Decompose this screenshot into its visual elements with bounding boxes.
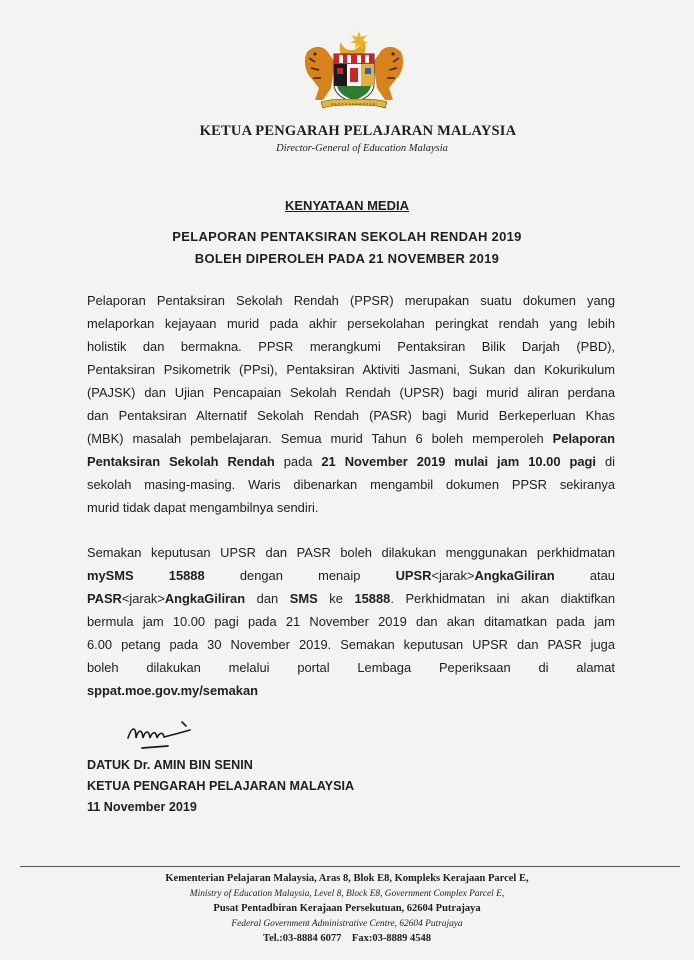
coat-of-arms-emblem xyxy=(301,28,407,110)
footer-contact: Tel.:03-8884 6077 Fax:03-8889 4548 xyxy=(263,933,431,944)
signatory-title: KETUA PENGARAH PELAJARAN MALAYSIA xyxy=(87,779,355,793)
paragraph-2-line: bermula jam 10.00 pagi pada 21 November 2019 dan akan ditamatkan pada jam xyxy=(87,614,615,629)
emphasis-text: SMS xyxy=(289,591,318,606)
paragraph-1-line: (PAJSK) dan Ujian Pencapaian Sekolah Rendah (UPSR) bagi murid aliran perdana xyxy=(87,385,615,400)
paragraph-1-line xyxy=(87,454,615,469)
emphasis-text: 21 November 2019 mulai jam 10.00 pagi xyxy=(321,454,596,469)
footer-centre-malay: Pusat Pentadbiran Kerajaan Persekutuan, 62604 Putrajaya xyxy=(213,903,481,914)
text-run: (MBK) masalah pembelajaran. Semua murid Tahun 6 boleh memperoleh xyxy=(87,431,553,446)
paragraph-2-line: 6.00 petang pada 30 November 2019. Semakan keputusan UPSR dan PASR juga xyxy=(87,637,615,652)
paragraph-1-line: Pentaksiran Psikometrik (PPsi), Pentaksiran Aktiviti Jasmani, Sukan dan Kokurikulum xyxy=(87,362,615,377)
emphasis-text: AngkaGiliran xyxy=(164,591,246,606)
signature-image xyxy=(124,716,196,752)
paragraph-1-line: murid tidak dapat mengambilnya sendiri. xyxy=(87,500,319,515)
text-run: <jarak> xyxy=(121,591,165,606)
paragraph-2-line: boleh dilakukan melalui portal Lembaga Peperiksaan di alamat xyxy=(87,660,615,675)
paragraph-1-line: melaporkan kejayaan murid pada akhir persekolahan peringkat rendah yang lebih xyxy=(87,316,615,331)
paragraph-1-line xyxy=(87,431,615,446)
emphasis-text: UPSR xyxy=(395,568,432,583)
emphasis-text: 15888 xyxy=(168,568,205,583)
statement-date: 11 November 2019 xyxy=(87,800,197,814)
headline-line-1: PELAPORAN PENTAKSIRAN SEKOLAH RENDAH 2019 xyxy=(172,229,522,244)
emphasis-text: PASR xyxy=(87,591,122,606)
footer-divider xyxy=(20,866,680,867)
text-run: ke xyxy=(317,591,355,606)
text-run: dengan xyxy=(239,568,283,583)
paragraph-2-line xyxy=(87,568,615,583)
emphasis-text: mySMS xyxy=(87,568,134,583)
emphasis-text: Pentaksiran Sekolah Rendah xyxy=(87,454,275,469)
text-run: menaip xyxy=(318,568,361,583)
paragraph-2-line xyxy=(87,591,615,606)
signatory-name: DATUK Dr. AMIN BIN SENIN xyxy=(87,758,253,772)
letterhead-title: KETUA PENGARAH PELAJARAN MALAYSIA xyxy=(199,123,517,139)
text-run: . Perkhidmatan ini akan diaktifkan xyxy=(390,591,616,606)
text-run: dan xyxy=(245,591,290,606)
text-run: atau xyxy=(589,568,615,583)
media-statement-label: KENYATAAN MEDIA xyxy=(285,198,409,213)
paragraph-1-line: dan Pentaksiran Alternatif Sekolah Rendah (PASR) bagi Murid Berkeperluan Khas xyxy=(87,408,615,423)
paragraph-2-line: Semakan keputusan UPSR dan PASR boleh dilakukan menggunakan perkhidmatan xyxy=(87,545,615,560)
text-run: di xyxy=(595,454,615,469)
footer-address-english: Ministry of Education Malaysia, Level 8, Block E8, Government Complex Parcel E, xyxy=(189,889,505,899)
results-portal-url: sppat.moe.gov.my/semakan xyxy=(87,683,258,698)
paragraph-1-line: Pelaporan Pentaksiran Sekolah Rendah (PPSR) merupakan suatu dokumen yang xyxy=(87,293,615,308)
text-run: pada xyxy=(274,454,322,469)
paragraph-1-line: holistik dan bermakna. PPSR merangkumi Pentaksiran Bilik Darjah (PBD), xyxy=(87,339,615,354)
footer-address-malay: Kementerian Pelajaran Malaysia, Aras 8, Blok E8, Kompleks Kerajaan Parcel E, xyxy=(165,873,529,884)
emphasis-text: Pelaporan xyxy=(552,431,615,446)
letterhead-subtitle: Director-General of Education Malaysia xyxy=(276,143,448,154)
footer-centre-english: Federal Government Administrative Centre, 62604 Putrajaya xyxy=(231,919,463,929)
text-run: <jarak> xyxy=(431,568,475,583)
headline-line-2: BOLEH DIPEROLEH PADA 21 NOVEMBER 2019 xyxy=(194,251,500,266)
emphasis-text: AngkaGiliran xyxy=(474,568,555,583)
paragraph-1-line: sekolah masing-masing. Waris dibenarkan mengambil dokumen PPSR sekiranya xyxy=(87,477,615,492)
emphasis-text: 15888 xyxy=(354,591,391,606)
